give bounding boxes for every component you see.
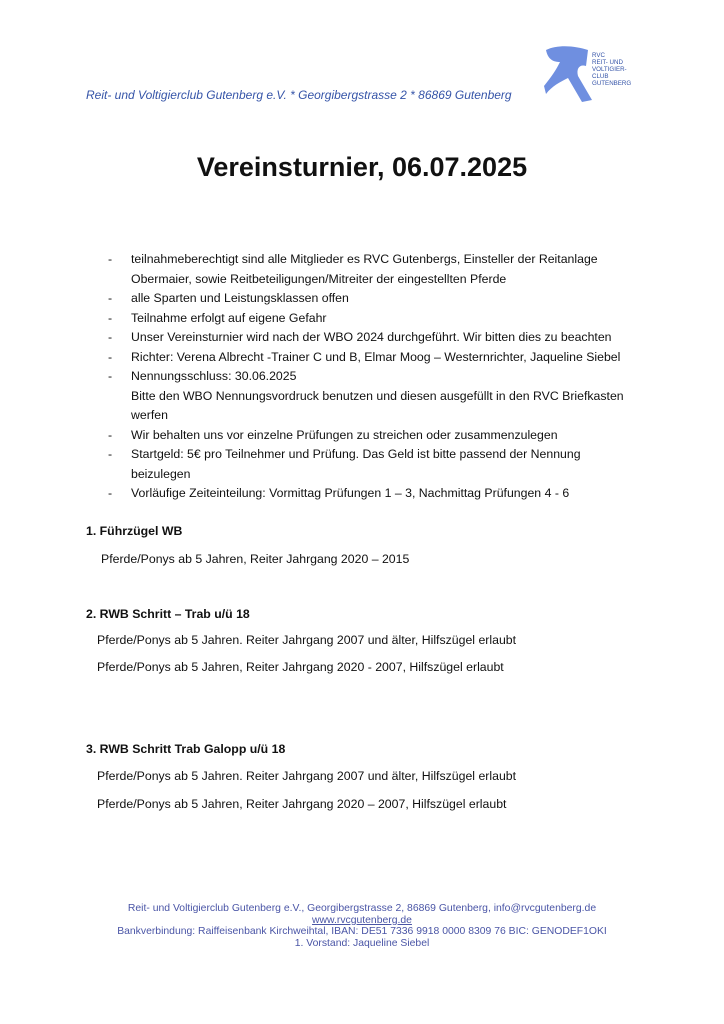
list-item-text: beizulegen: [131, 466, 191, 481]
section-title-1: 1. Führzügel WB: [86, 524, 183, 538]
list-item: [108, 250, 648, 289]
list-item-text: Bitte den WBO Nennungsvordruck benutzen und diesen ausgefüllt in den RVC Briefkasten: [131, 388, 624, 403]
list-dash: -: [108, 349, 113, 364]
list-item: [108, 445, 648, 484]
page-title: Vereinsturnier, 06.07.2025: [196, 152, 528, 182]
list-item: [108, 289, 648, 309]
list-dash: -: [108, 486, 113, 500]
section-detail: Pferde/Ponys ab 5 Jahren. Reiter Jahrgang 2007 und älter, Hilfszügel erlaubt: [97, 769, 517, 783]
list-item-text: alle Sparten und Leistungsklassen offen: [131, 291, 349, 305]
list-item-text: Obermaier, sowie Reitbeteiligungen/Mitreiter der eingestellten Pferde: [131, 271, 507, 286]
list-item: [108, 367, 648, 426]
list-item: [108, 309, 648, 329]
rules-list: [108, 250, 648, 504]
list-item-text: Vorläufige Zeiteinteilung: Vormittag Prüfungen 1 – 3, Nachmittag Prüfungen 4 - 6: [131, 486, 570, 500]
header-address-line: Reit- und Voltigierclub Gutenberg e.V. * Georgibergstrasse 2 * 86869 Gutenberg: [86, 88, 512, 102]
list-item-text: Richter: Verena Albrecht -Trainer C und B, Elmar Moog – Westernrichter, Jaqueline Siebel: [131, 349, 621, 364]
list-item-text: Startgeld: 5€ pro Teilnehmer und Prüfung. Das Geld ist bitte passend der Nennung: [131, 447, 581, 461]
list-item-text: Unser Vereinsturnier wird nach der WBO 2024 durchgeführt. Wir bitten dies zu beachten: [131, 330, 612, 344]
list-dash: -: [108, 310, 113, 325]
list-item-text: teilnahmeberechtigt sind alle Mitglieder es RVC Gutenbergs, Einsteller der Reitanlage: [131, 252, 598, 266]
section-detail: Pferde/Ponys ab 5 Jahren, Reiter Jahrgang 2020 – 2007, Hilfszügel erlaubt: [97, 797, 507, 811]
list-item-text: Wir behalten uns vor einzelne Prüfungen zu streichen oder zusammenzulegen: [131, 427, 558, 442]
footer-address: Reit- und Voltigierclub Gutenberg e.V., Georgibergstrasse 2, 86869 Gutenberg, info@rvcgutenberg.de: [127, 903, 597, 914]
list-dash: -: [108, 330, 113, 344]
list-item-text: Nennungsschluss: 30.06.2025: [131, 369, 297, 383]
logo-text: RVC REIT- UND VOLTIGIER- CLUB GUTENBERG: [592, 52, 632, 87]
section-detail: Pferde/Ponys ab 5 Jahren. Reiter Jahrgang 2007 und älter, Hilfszügel erlaubt: [97, 633, 517, 647]
section-detail: Pferde/Ponys ab 5 Jahren, Reiter Jahrgang 2020 - 2007, Hilfszügel erlaubt: [97, 660, 504, 674]
list-item: [108, 328, 648, 348]
list-item: [108, 426, 648, 446]
section-title-2: 2. RWB Schritt – Trab u/ü 18: [86, 607, 250, 621]
list-item: [108, 484, 648, 504]
list-dash: -: [108, 252, 113, 266]
footer-website-link[interactable]: www.rvcgutenberg.de: [312, 914, 412, 926]
list-item-text: Teilnahme erfolgt auf eigene Gefahr: [131, 310, 327, 325]
page-footer: [0, 903, 724, 949]
footer-board: 1. Vorstand: Jaqueline Siebel: [294, 937, 430, 949]
list-dash: -: [108, 447, 113, 461]
footer-bank-details: Bankverbindung: Raiffeisenbank Kirchweihtal, IBAN: DE51 7336 9918 0000 8309 76 BIC: GENODEF1OKI: [117, 926, 607, 937]
section-title-3: 3. RWB Schritt Trab Galopp u/ü 18: [86, 742, 286, 756]
list-item-text: werfen: [131, 408, 168, 422]
list-dash: -: [108, 427, 113, 442]
section-detail: Pferde/Ponys ab 5 Jahren, Reiter Jahrgang 2020 – 2015: [101, 552, 410, 566]
list-dash: -: [108, 369, 113, 383]
list-item: [108, 348, 648, 368]
list-dash: -: [108, 291, 113, 305]
